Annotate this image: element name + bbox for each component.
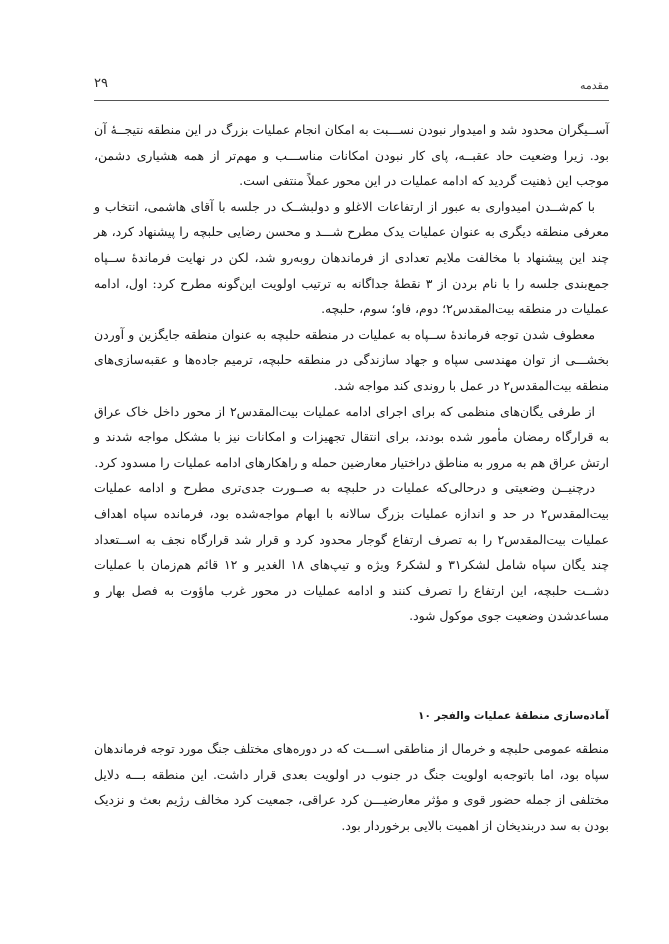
paragraph-4: از طرفی یگان‌های منظمی که برای اجرای ادامه عملیات بیت‌المقدس۲ از محور داخل خاک عراق به قرارگاه رمضان مأمور شده بودند، برای انتقال تجهیزات و امکانات نیز با مشکل مواجه شدند و ارتش عراق هم به مرور به مناطق دراختیار معارضین حمله و راهکارهای ادامه عملیات را مسدود کرد. bbox=[94, 403, 609, 470]
page-header bbox=[94, 76, 609, 96]
paragraph-3: معطوف شدن توجه فرماندهٔ ســپاه به عملیات در منطقه حلبچه به عنوان منطقه جایگزین و آوردن بخشـــی از توان مهندسی سپاه و جهاد سازندگی در منطقه حلبچه، ترمیم جاده‌ها و عقبه‌سازی‌های منطقه بیت‌المقدس۲ در عمل با روندی کند مواجه شد. bbox=[94, 326, 609, 393]
header-divider bbox=[94, 100, 609, 101]
paragraph-5: درچنیــن وضعیتی و درحالی‌که عملیات در حلبچه به صــورت جدی‌تری مطرح و ادامه عملیات بیت‌المقدس۲ در حد و اندازه عملیات بزرگ سالانه با ابهام مواجه‌شده بود، فرمانده سپاه اهداف عملیات بیت‌المقدس۲ را به تصرف ارتفاع گوجار محدود کرد و قرار شد قرارگاه نجف به اســتعداد چند یگان سپاه شامل لشکر۳۱ و لشکر۶ ویژه و تیپ‌های ۱۸ الغدیر و ۱۲ قائم هم‌زمان با عملیات دشــت حلبچه، این ارتفاع را تصرف کنند و ادامه عملیات در محور غرب ماؤوت به فصل بهار و مساعدشدن وضعیت جوی موکول شود. bbox=[94, 480, 609, 624]
page-number: ۲۹ bbox=[94, 76, 108, 91]
paragraph-1: آســیگران محدود شد و امیدوار نبودن نســـبت به امکان انجام عملیات بزرگ در این منطقه نتیجــهٔ آن بود. زیرا وضعیت حاد عقبــه، پای کار نبودن امکانات مناســـب و مهم‌تر از همه هشیاری دشمن، موجب این ذهنیت گردید که ادامه عملیات در این محور عملاً منتفی است. bbox=[94, 122, 609, 189]
running-title: مقدمه bbox=[579, 79, 609, 92]
section-body bbox=[94, 736, 609, 838]
main-text bbox=[94, 117, 609, 629]
paragraph-2: با کم‌شــدن امیدواری به عبور از ارتفاعات الاغلو و دولبشــک در جلسه با آقای هاشمی، انتخاب و معرفی منطقه دیگری به عنوان عملیات یدک مطرح شـــد و محسن رضایی حلبچه را پیشنهاد کرد، هر چند این پیشنهاد با مخالفت ملایم تعدادی از فرماندهان روبه‌رو شد، لکن در نهایت فرماندهٔ ســپاه جمع‌بندی جلسه را با نام بردن از ۳ نقطهٔ جداگانه به ترتیب اولویت این‌گونه مطرح کرد: اول، ادامه عملیات در منطقه بیت‌المقدس۲؛ دوم، فاو؛ سوم، حلبچه. bbox=[94, 198, 609, 317]
section-paragraph: منطقه عمومی حلبچه و خرمال از مناطقی اســـت که در دوره‌های مختلف جنگ مورد توجه فرماندهان سپاه بود، اما باتوجه‌به اولویت جنگ در جنوب در اولویت بعدی قرار داشت. این منطقه بـــه دلایل مختلفی از جمله حضور قوی و مؤثر معارضیـــن کرد عراقی، جمعیت کرد مخالف رژیم بعث و نزدیک بودن به سد دربندیخان از اهمیت بالایی برخوردار بود. bbox=[94, 741, 609, 833]
section-heading: آماده‌سازی منطقهٔ عملیات والفجر ۱۰ bbox=[418, 710, 609, 722]
